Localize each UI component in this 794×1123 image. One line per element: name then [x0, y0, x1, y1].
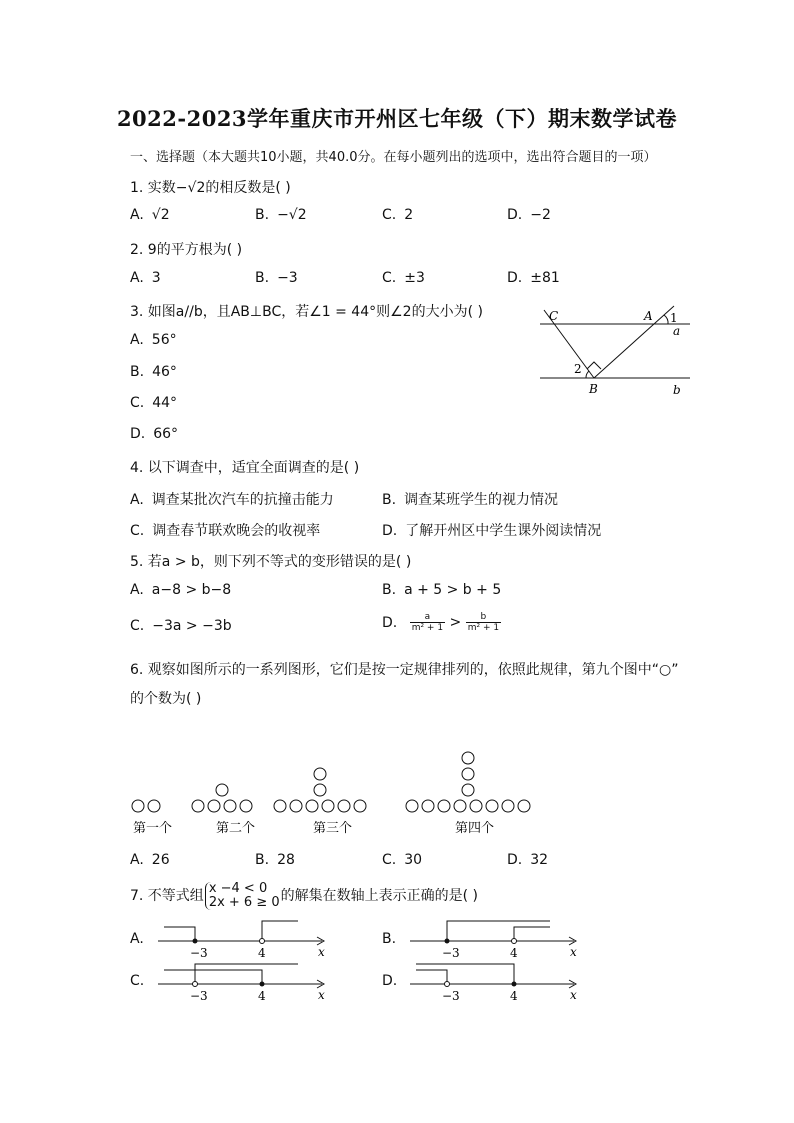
tick-label-minus-3: −3	[442, 946, 460, 960]
option-text: 28	[277, 852, 295, 868]
pattern-circle	[208, 800, 220, 812]
right-angle-mark	[587, 362, 601, 369]
q6-option-d[interactable]	[507, 852, 548, 868]
q6-circle-pattern	[128, 745, 548, 840]
option-label: B.	[130, 364, 145, 380]
range-right	[514, 927, 550, 941]
option-text: 66°	[153, 426, 179, 442]
pattern-circle	[224, 800, 236, 812]
range-right	[262, 921, 298, 941]
line-a-label: a	[673, 324, 681, 338]
angle-1-arc	[664, 315, 668, 324]
question-7-stem	[130, 882, 478, 910]
numerator: a	[410, 612, 445, 623]
q7-option-b-label[interactable]: B.	[382, 931, 397, 947]
q4-option-c[interactable]	[130, 520, 320, 540]
question-1-stem: 1. 实数−√2的相反数是( )	[130, 180, 291, 196]
q3-option-a[interactable]	[130, 332, 177, 348]
range-left	[164, 927, 195, 941]
stem-prefix: 7. 不等式组	[130, 888, 204, 904]
q2-option-d[interactable]	[507, 270, 560, 286]
option-text: 46°	[152, 364, 177, 380]
option-label: C.	[382, 207, 397, 223]
question-6-stem-line-2: 的个数为( )	[130, 691, 202, 707]
q6-option-b[interactable]	[255, 852, 295, 868]
figure-4-caption: 第四个	[455, 821, 495, 836]
pattern-circle	[502, 800, 514, 812]
option-label: B.	[255, 852, 270, 868]
q7-option-d-label[interactable]: D.	[382, 973, 398, 989]
option-text: −3a > −3b	[152, 618, 232, 634]
pattern-circle	[486, 800, 498, 812]
option-label: C.	[382, 270, 397, 286]
option-text: 56°	[151, 332, 177, 348]
point-4	[260, 982, 265, 987]
tick-label-4: 4	[258, 946, 266, 960]
pattern-circle-stacked	[462, 752, 474, 764]
option-text: 2	[404, 207, 414, 223]
tick-label-minus-3: −3	[190, 946, 208, 960]
point-4	[260, 939, 265, 944]
pattern-circle	[438, 800, 450, 812]
q5-option-d[interactable]	[382, 612, 501, 633]
range-left	[164, 970, 262, 984]
option-label: A.	[130, 852, 144, 868]
option-text: √2	[151, 207, 170, 223]
tick-label-4: 4	[510, 946, 518, 960]
pattern-circle	[192, 800, 204, 812]
fraction-left	[410, 612, 445, 633]
question-6-stem-line-1: 6. 观察如图所示的一系列图形，它们是按一定规律排列的，依照此规律，第九个图中“○”	[130, 662, 679, 678]
q7-option-d-numberline	[402, 958, 587, 1003]
option-text: ±3	[404, 270, 425, 286]
point-4	[512, 939, 517, 944]
option-label: D.	[507, 852, 523, 868]
point-4	[512, 982, 517, 987]
q1-option-a[interactable]	[130, 207, 170, 223]
option-label: B.	[382, 582, 397, 598]
q5-option-b[interactable]	[382, 582, 501, 598]
pattern-circle-stacked	[462, 784, 474, 796]
inequality-1: x −4 < 0	[208, 881, 268, 896]
option-text: −√2	[277, 207, 307, 223]
option-text: a−8 > b−8	[151, 582, 232, 598]
option-label: A.	[130, 207, 144, 223]
option-label: B.	[255, 207, 270, 223]
pattern-circle	[406, 800, 418, 812]
range-left	[447, 921, 550, 941]
question-2-stem: 2. 9的平方根为( )	[130, 242, 243, 258]
option-text: 调查某班学生的视力情况	[404, 492, 559, 508]
q5-option-a[interactable]	[130, 582, 231, 598]
q7-option-a-numberline	[150, 915, 335, 960]
option-text: 调查某批次汽车的抗撞击能力	[151, 492, 334, 508]
option-label: C.	[130, 523, 145, 539]
numerator: b	[466, 612, 501, 623]
pattern-circle	[454, 800, 466, 812]
pattern-circle	[148, 800, 160, 812]
q1-option-d[interactable]	[507, 207, 551, 223]
option-label: A.	[130, 582, 144, 598]
option-text: 44°	[152, 395, 178, 411]
q7-option-b-numberline	[402, 915, 587, 960]
point-minus-3	[445, 939, 450, 944]
pattern-circle-stacked	[314, 784, 326, 796]
denominator: m² + 1	[467, 623, 500, 633]
q4-option-a[interactable]	[130, 489, 334, 509]
tick-label-4: 4	[258, 989, 266, 1003]
option-text: −2	[530, 207, 551, 223]
comparison-sign: >	[449, 614, 462, 631]
section-heading: 一、选择题（本大题共10小题，共40.0分。在每小题列出的选项中，选出符合题目的一项）	[130, 150, 657, 165]
figure-3-caption: 第三个	[313, 821, 353, 836]
pattern-circle-stacked	[314, 768, 326, 780]
inequality-system	[205, 882, 280, 910]
option-label: A.	[130, 492, 144, 508]
pattern-circle	[422, 800, 434, 812]
pattern-circle	[132, 800, 144, 812]
point-a-label: A	[644, 309, 653, 323]
option-label: D.	[382, 523, 398, 539]
pattern-circle	[274, 800, 286, 812]
question-3-stem: 3. 如图a//b，且AB⊥BC，若∠1 = 44°则∠2的大小为( )	[130, 304, 483, 320]
option-label: C.	[130, 618, 145, 634]
pattern-circle	[470, 800, 482, 812]
option-text: 调查春节联欢晚会的收视率	[152, 523, 321, 539]
figure-2-caption: 第二个	[216, 821, 256, 836]
option-label: B.	[255, 270, 270, 286]
fraction-right	[466, 612, 501, 633]
q6-option-c[interactable]	[382, 852, 422, 868]
point-c-label: C	[549, 309, 559, 323]
range-right	[195, 964, 298, 984]
stem-suffix: 的解集在数轴上表示正确的是( )	[280, 888, 479, 904]
option-text: ±81	[530, 270, 560, 286]
pattern-circle	[290, 800, 302, 812]
tick-label-4: 4	[510, 989, 518, 1003]
denominator: m² + 1	[411, 623, 444, 633]
point-b-label: B	[589, 382, 598, 396]
q3-option-d[interactable]	[130, 426, 178, 442]
pattern-circle	[240, 800, 252, 812]
q2-option-c[interactable]	[382, 270, 425, 286]
point-minus-3	[193, 939, 198, 944]
q2-option-b[interactable]	[255, 270, 298, 286]
option-text: 3	[151, 270, 161, 286]
option-text: 26	[151, 852, 170, 868]
tick-label-minus-3: −3	[442, 989, 460, 1003]
q4-option-d[interactable]	[382, 520, 601, 540]
axis-variable: x	[318, 988, 325, 1002]
option-text: 30	[404, 852, 423, 868]
q1-option-b[interactable]	[255, 207, 307, 223]
question-5-stem: 5. 若a > b，则下列不等式的变形错误的是( )	[130, 554, 412, 570]
option-text: 32	[530, 852, 549, 868]
point-minus-3	[193, 982, 198, 987]
range-right	[416, 964, 514, 984]
option-text: 了解开州区中学生课外阅读情况	[405, 523, 602, 539]
option-label: C.	[382, 852, 397, 868]
q7-option-c-numberline	[150, 958, 335, 1003]
pattern-circle	[322, 800, 334, 812]
segment-ba	[594, 306, 674, 378]
option-label: D.	[507, 270, 523, 286]
q7-option-c-label[interactable]: C.	[130, 973, 145, 989]
option-label: A.	[130, 332, 144, 348]
angle-1-label: 1	[670, 311, 678, 325]
q7-option-a-label[interactable]: A.	[130, 931, 144, 947]
line-b-label: b	[673, 383, 681, 397]
pattern-circle	[518, 800, 530, 812]
option-label: D.	[507, 207, 523, 223]
q1-option-c[interactable]	[382, 207, 413, 223]
pattern-circle	[306, 800, 318, 812]
q3-geometry-figure	[532, 300, 702, 400]
option-label: C.	[130, 395, 145, 411]
axis-variable: x	[318, 945, 325, 959]
q3-option-b[interactable]	[130, 364, 177, 380]
option-label: D.	[130, 426, 146, 442]
option-text: a + 5 > b + 5	[404, 582, 502, 598]
q6-option-a[interactable]	[130, 852, 170, 868]
option-label: D.	[382, 614, 398, 631]
q4-option-b[interactable]	[382, 489, 558, 509]
q3-option-c[interactable]	[130, 395, 177, 411]
pattern-circle	[338, 800, 350, 812]
q5-option-c[interactable]	[130, 618, 232, 634]
option-label: A.	[130, 270, 144, 286]
page-title: 2022-2023学年重庆市开州区七年级（下）期末数学试卷	[116, 106, 678, 131]
axis-variable: x	[570, 945, 577, 959]
angle-2-arc	[586, 371, 589, 378]
question-4-stem: 4. 以下调查中，适宜全面调查的是( )	[130, 460, 360, 476]
range-left	[416, 970, 447, 984]
pattern-circle-stacked	[462, 768, 474, 780]
figure-1-caption: 第一个	[133, 821, 173, 836]
option-label: B.	[382, 492, 397, 508]
axis-variable: x	[570, 988, 577, 1002]
option-text: −3	[277, 270, 298, 286]
pattern-circle	[354, 800, 366, 812]
angle-2-label: 2	[574, 362, 582, 376]
q2-option-a[interactable]	[130, 270, 161, 286]
tick-label-minus-3: −3	[190, 989, 208, 1003]
pattern-circle-stacked	[216, 784, 228, 796]
point-minus-3	[445, 982, 450, 987]
inequality-2: 2x + 6 ≥ 0	[208, 895, 280, 910]
